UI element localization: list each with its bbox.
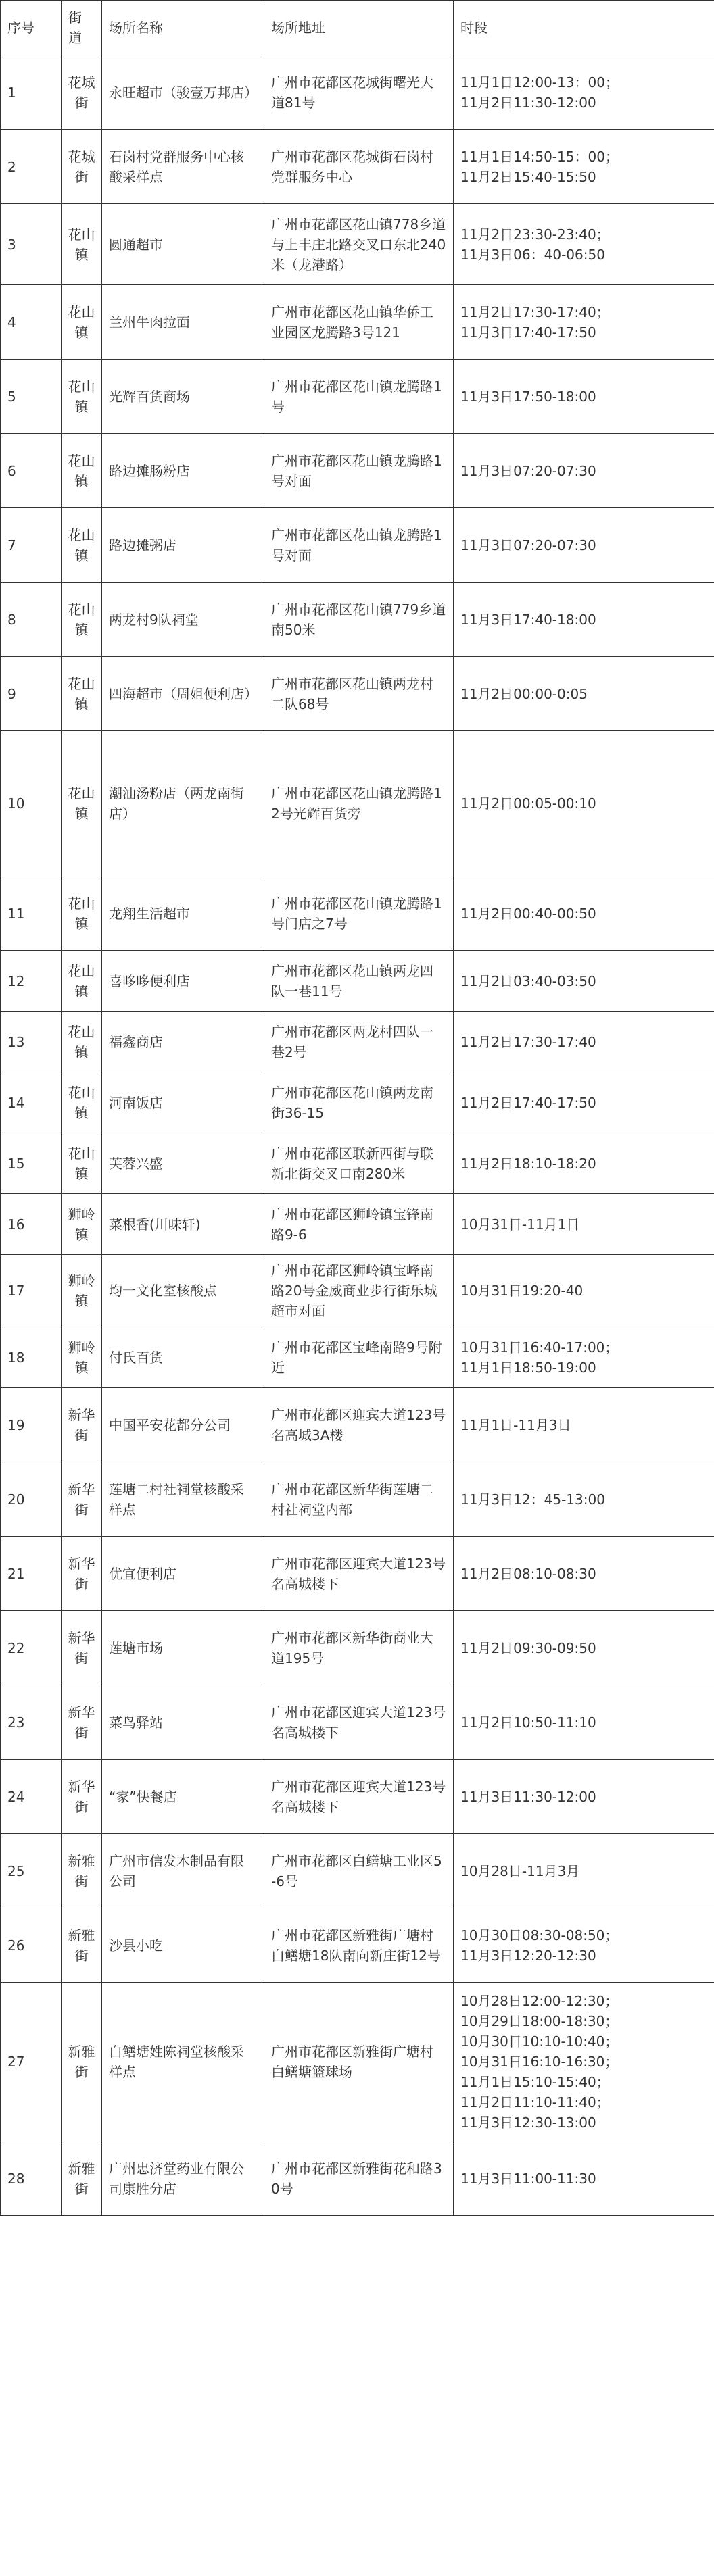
row-place-name: 优宜便利店	[102, 1537, 264, 1611]
time-slot: 11月3日07:20-07:30	[460, 537, 596, 553]
row-time-period	[454, 285, 714, 360]
row-number: 18	[1, 1327, 62, 1388]
row-street: 新华街	[62, 1537, 102, 1611]
row-place-name: 中国平安花都分公司	[102, 1388, 264, 1462]
row-place-address: 广州市花都区花山镇龙腾路1号门店之7号	[264, 876, 454, 951]
row-place-name: 河南饭店	[102, 1072, 264, 1133]
row-place-name: 潮汕汤粉店（两龙南街店）	[102, 731, 264, 876]
row-place-name: 芙蓉兴盛	[102, 1133, 264, 1194]
table-row	[1, 1834, 714, 1908]
row-number: 7	[1, 508, 62, 583]
row-place-address: 广州市花都区花山镇778乡道与上丰庄北路交叉口东北240米（龙港路）	[264, 204, 454, 285]
row-place-address: 广州市花都区花城街石岗村党群服务中心	[264, 130, 454, 204]
row-place-name: 广州忠济堂药业有限公司康胜分店	[102, 2141, 264, 2216]
table-row	[1, 876, 714, 951]
header-place-address: 场所地址	[264, 1, 454, 55]
row-time-period	[454, 1255, 714, 1327]
row-number: 19	[1, 1388, 62, 1462]
row-time-period	[454, 876, 714, 951]
time-slot: 11月1日12:00-13：00；	[460, 74, 619, 91]
row-street: 花山镇	[62, 583, 102, 657]
row-place-name: 光辉百货商场	[102, 360, 264, 434]
row-time-period	[454, 1983, 714, 2141]
time-slot: 11月2日23:30-23:40；	[460, 226, 610, 243]
row-number: 11	[1, 876, 62, 951]
row-number: 5	[1, 360, 62, 434]
header-number: 序号	[1, 1, 62, 55]
row-number: 23	[1, 1685, 62, 1760]
row-street: 花山镇	[62, 657, 102, 731]
row-place-address: 广州市花都区狮岭镇宝锋南路9-6	[264, 1194, 454, 1255]
row-place-address: 广州市花都区白鳝塘工业区5-6号	[264, 1834, 454, 1908]
row-place-address: 广州市花都区两龙村四队一巷2号	[264, 1012, 454, 1072]
row-number: 9	[1, 657, 62, 731]
row-time-period	[454, 1388, 714, 1462]
row-number: 4	[1, 285, 62, 360]
row-place-name: 福鑫商店	[102, 1012, 264, 1072]
table-row	[1, 1072, 714, 1133]
header-place-name: 场所名称	[102, 1, 264, 55]
row-time-period	[454, 2141, 714, 2216]
row-number: 8	[1, 583, 62, 657]
time-slot: 10月31日16:40-17:00；	[460, 1339, 619, 1356]
row-street: 新雅街	[62, 1983, 102, 2141]
time-slot: 11月2日00:40-00:50	[460, 905, 596, 922]
row-place-name: 兰州牛肉拉面	[102, 285, 264, 360]
table-row	[1, 1194, 714, 1255]
row-street: 新雅街	[62, 1834, 102, 1908]
time-slot: 11月3日17:40-17:50	[460, 324, 596, 341]
time-slot: 11月1日15:10-15:40；	[460, 2074, 610, 2090]
row-number: 22	[1, 1611, 62, 1685]
time-slot: 11月1日-11月3日	[460, 1416, 571, 1433]
time-slot: 10月28日-11月3月	[460, 1862, 580, 1879]
row-number: 28	[1, 2141, 62, 2216]
header-row	[1, 1, 714, 55]
table-row	[1, 360, 714, 434]
table-row	[1, 285, 714, 360]
row-number: 1	[1, 55, 62, 130]
time-slot: 11月3日11:00-11:30	[460, 2170, 596, 2187]
time-slot: 11月3日17:40-18:00	[460, 611, 596, 628]
time-slot: 11月2日11:30-12:00	[460, 94, 596, 111]
time-slot: 10月30日10:10-10:40；	[460, 2033, 619, 2050]
time-slot: 11月1日14:50-15：00；	[460, 148, 619, 165]
row-number: 25	[1, 1834, 62, 1908]
row-place-name: 菜鸟驿站	[102, 1685, 264, 1760]
row-number: 24	[1, 1760, 62, 1834]
row-place-name: 莲塘二村社祠堂核酸采样点	[102, 1462, 264, 1537]
row-place-name: 白鳝塘姓陈祠堂核酸采样点	[102, 1983, 264, 2141]
row-time-period	[454, 1462, 714, 1537]
row-place-address: 广州市花都区新雅街花和路30号	[264, 2141, 454, 2216]
row-place-address: 广州市花都区花山镇龙腾路1号	[264, 360, 454, 434]
row-street: 狮岭镇	[62, 1194, 102, 1255]
row-place-address: 广州市花都区花山镇龙腾路1号对面	[264, 508, 454, 583]
row-time-period	[454, 583, 714, 657]
row-place-name: 均一文化室核酸点	[102, 1255, 264, 1327]
row-street: 花山镇	[62, 1012, 102, 1072]
row-place-name: 广州市信发木制品有限公司	[102, 1834, 264, 1908]
row-place-name: 龙翔生活超市	[102, 876, 264, 951]
row-street: 花山镇	[62, 434, 102, 508]
time-slot: 11月2日08:10-08:30	[460, 1565, 596, 1582]
row-time-period	[454, 1072, 714, 1133]
table-row	[1, 1388, 714, 1462]
table-row	[1, 1133, 714, 1194]
row-time-period	[454, 951, 714, 1012]
row-time-period	[454, 1327, 714, 1388]
row-number: 2	[1, 130, 62, 204]
row-number: 3	[1, 204, 62, 285]
row-time-period	[454, 508, 714, 583]
row-place-name: 石岗村党群服务中心核酸采样点	[102, 130, 264, 204]
row-street: 新华街	[62, 1760, 102, 1834]
row-number: 13	[1, 1012, 62, 1072]
table-row	[1, 583, 714, 657]
table-row	[1, 1908, 714, 1983]
table-row	[1, 1255, 714, 1327]
row-time-period	[454, 204, 714, 285]
row-place-address: 广州市花都区花城街曙光大道81号	[264, 55, 454, 130]
row-time-period	[454, 1012, 714, 1072]
row-time-period	[454, 130, 714, 204]
row-place-address: 广州市花都区花山镇两龙村二队68号	[264, 657, 454, 731]
row-place-name: 沙县小吃	[102, 1908, 264, 1983]
table-row	[1, 204, 714, 285]
table-row	[1, 55, 714, 130]
time-slot: 11月2日17:30-17:40	[460, 1033, 596, 1050]
row-place-name: 付氏百货	[102, 1327, 264, 1388]
time-slot: 11月2日11:10-11:40；	[460, 2094, 610, 2110]
table-row	[1, 2141, 714, 2216]
row-place-name: 四海超市（周姐便利店）	[102, 657, 264, 731]
time-slot: 10月31日-11月1日	[460, 1216, 580, 1233]
row-street: 花山镇	[62, 1072, 102, 1133]
row-place-name: 永旺超市（骏壹万邦店）	[102, 55, 264, 130]
table-row	[1, 1327, 714, 1388]
time-slot: 11月3日17:50-18:00	[460, 388, 596, 405]
row-place-address: 广州市花都区迎宾大道123号名高城3A楼	[264, 1388, 454, 1462]
row-place-name: 圆通超市	[102, 204, 264, 285]
row-place-name: 路边摊粥店	[102, 508, 264, 583]
row-place-address: 广州市花都区花山镇龙腾路1号对面	[264, 434, 454, 508]
row-street: 花山镇	[62, 951, 102, 1012]
time-slot: 11月2日10:50-11:10	[460, 1714, 596, 1731]
table-row	[1, 657, 714, 731]
time-slot: 11月3日06：40-06:50	[460, 246, 605, 263]
row-number: 14	[1, 1072, 62, 1133]
row-street: 花山镇	[62, 876, 102, 951]
row-time-period	[454, 1194, 714, 1255]
row-time-period	[454, 657, 714, 731]
row-number: 10	[1, 731, 62, 876]
row-time-period	[454, 1685, 714, 1760]
time-slot: 11月2日00:00-0:05	[460, 685, 588, 702]
row-street: 新雅街	[62, 2141, 102, 2216]
table-row	[1, 1462, 714, 1537]
row-place-address: 广州市花都区新雅街广塘村白鳝塘篮球场	[264, 1983, 454, 2141]
row-place-name: 两龙村9队祠堂	[102, 583, 264, 657]
row-street: 新华街	[62, 1462, 102, 1537]
row-number: 20	[1, 1462, 62, 1537]
row-street: 花山镇	[62, 285, 102, 360]
row-street: 狮岭镇	[62, 1255, 102, 1327]
row-place-address: 广州市花都区花山镇两龙四队一巷11号	[264, 951, 454, 1012]
row-place-address: 广州市花都区新华街莲塘二村社祠堂内部	[264, 1462, 454, 1537]
row-place-address: 广州市花都区花山镇两龙南街36-15	[264, 1072, 454, 1133]
row-street: 新华街	[62, 1685, 102, 1760]
row-time-period	[454, 434, 714, 508]
table-row	[1, 130, 714, 204]
row-place-address: 广州市花都区花山镇779乡道南50米	[264, 583, 454, 657]
row-place-address: 广州市花都区花山镇华侨工业园区龙腾路3号121	[264, 285, 454, 360]
row-number: 6	[1, 434, 62, 508]
row-place-name: 菜根香(川味轩)	[102, 1194, 264, 1255]
row-time-period	[454, 1908, 714, 1983]
row-number: 26	[1, 1908, 62, 1983]
row-place-name: 喜哆哆便利店	[102, 951, 264, 1012]
time-slot: 11月1日18:50-19:00	[460, 1359, 596, 1376]
row-place-name: 莲塘市场	[102, 1611, 264, 1685]
row-time-period	[454, 55, 714, 130]
time-slot: 10月28日12:00-12:30；	[460, 1993, 619, 2009]
row-time-period	[454, 1611, 714, 1685]
header-time-period: 时段	[454, 1, 714, 55]
time-slot: 10月31日19:20-40	[460, 1283, 584, 1299]
table-row	[1, 1685, 714, 1760]
time-slot: 11月2日17:30-17:40；	[460, 303, 610, 320]
header-street: 街道	[62, 1, 102, 55]
row-place-address: 广州市花都区新华街商业大道195号	[264, 1611, 454, 1685]
row-place-name: 路边摊肠粉店	[102, 434, 264, 508]
table-row	[1, 1760, 714, 1834]
row-street: 花山镇	[62, 204, 102, 285]
row-street: 新雅街	[62, 1908, 102, 1983]
row-place-address: 广州市花都区迎宾大道123号名高城楼下	[264, 1760, 454, 1834]
row-street: 花山镇	[62, 731, 102, 876]
table-row	[1, 508, 714, 583]
time-slot: 11月3日07:20-07:30	[460, 462, 596, 479]
row-number: 12	[1, 951, 62, 1012]
row-place-address: 广州市花都区联新西街与联新北街交叉口南280米	[264, 1133, 454, 1194]
row-street: 花城街	[62, 130, 102, 204]
row-time-period	[454, 731, 714, 876]
row-number: 15	[1, 1133, 62, 1194]
row-time-period	[454, 1834, 714, 1908]
row-number: 16	[1, 1194, 62, 1255]
time-slot: 11月2日09:30-09:50	[460, 1639, 596, 1656]
row-time-period	[454, 1760, 714, 1834]
row-place-address: 广州市花都区宝峰南路9号附近	[264, 1327, 454, 1388]
row-street: 花城街	[62, 55, 102, 130]
table-row	[1, 951, 714, 1012]
time-slot: 11月3日11:30-12:00	[460, 1788, 596, 1805]
table-row	[1, 1537, 714, 1611]
row-place-address: 广州市花都区狮岭镇宝峰南路20号金威商业步行街乐城超市对面	[264, 1255, 454, 1327]
row-place-address: 广州市花都区迎宾大道123号名高城楼下	[264, 1537, 454, 1611]
time-slot: 10月30日08:30-08:50；	[460, 1927, 619, 1943]
row-place-address: 广州市花都区花山镇龙腾路12号光辉百货旁	[264, 731, 454, 876]
row-place-address: 广州市花都区新雅街广塘村白鳝塘18队南向新庄街12号	[264, 1908, 454, 1983]
table-row	[1, 1611, 714, 1685]
time-slot: 10月29日18:00-18:30；	[460, 2013, 619, 2029]
row-street: 花山镇	[62, 1133, 102, 1194]
time-slot: 11月2日18:10-18:20	[460, 1155, 596, 1172]
table-row	[1, 731, 714, 876]
time-slot: 10月31日16:10-16:30；	[460, 2054, 619, 2070]
row-street: 新华街	[62, 1611, 102, 1685]
time-slot: 11月3日12：45-13:00	[460, 1491, 605, 1508]
row-street: 狮岭镇	[62, 1327, 102, 1388]
row-number: 17	[1, 1255, 62, 1327]
row-time-period	[454, 1133, 714, 1194]
time-slot: 11月2日17:40-17:50	[460, 1094, 596, 1111]
table-row	[1, 434, 714, 508]
row-number: 27	[1, 1983, 62, 2141]
time-slot: 11月3日12:20-12:30	[460, 1947, 596, 1964]
row-street: 花山镇	[62, 360, 102, 434]
time-slot: 11月3日12:30-13:00	[460, 2114, 596, 2131]
row-time-period	[454, 1537, 714, 1611]
time-slot: 11月2日15:40-15:50	[460, 168, 596, 185]
table-row	[1, 1012, 714, 1072]
time-slot: 11月2日00:05-00:10	[460, 795, 596, 812]
row-place-name: “家”快餐店	[102, 1760, 264, 1834]
row-street: 新华街	[62, 1388, 102, 1462]
table-row	[1, 1983, 714, 2141]
row-place-address: 广州市花都区迎宾大道123号名高城楼下	[264, 1685, 454, 1760]
row-number: 21	[1, 1537, 62, 1611]
time-slot: 11月2日03:40-03:50	[460, 972, 596, 989]
row-time-period	[454, 360, 714, 434]
row-street: 花山镇	[62, 508, 102, 583]
